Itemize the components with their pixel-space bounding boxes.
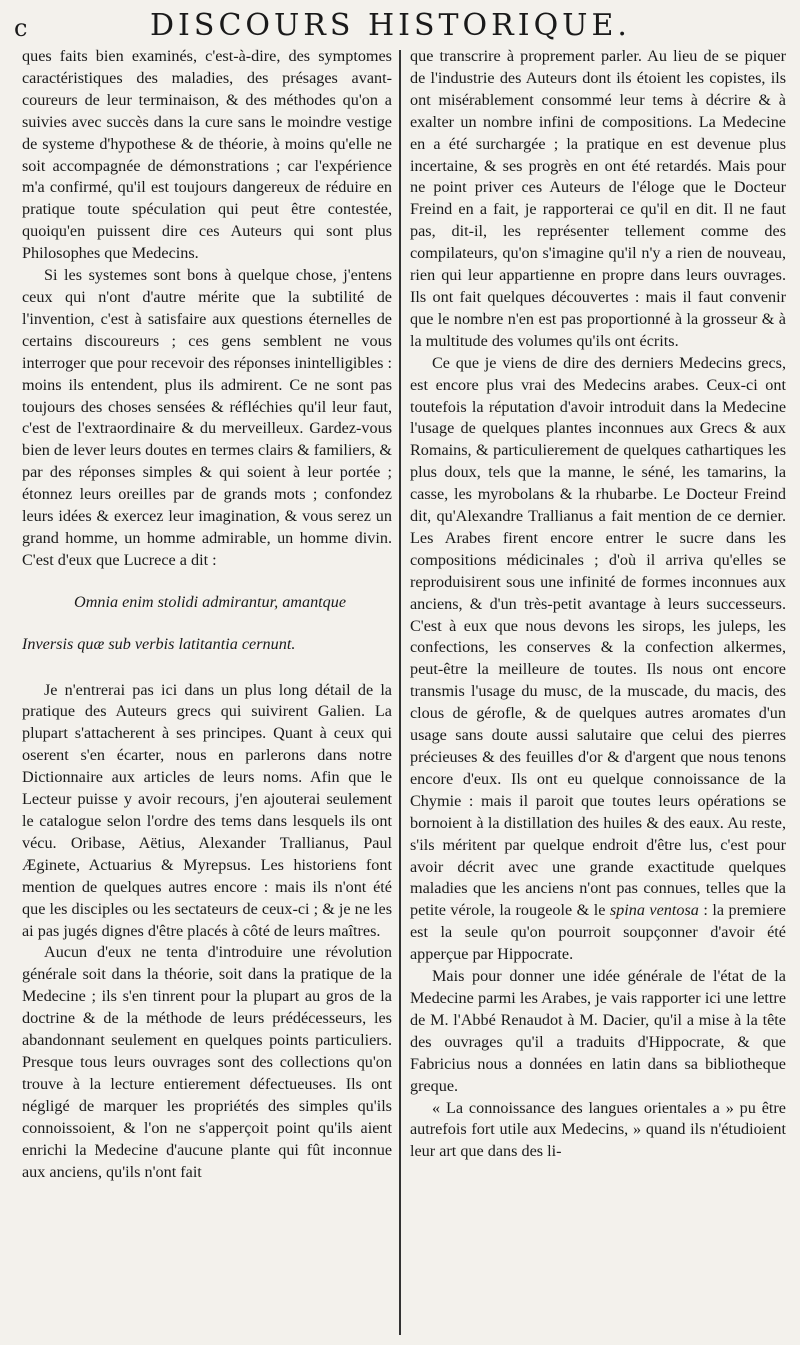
paragraph: Mais pour donner une idée générale de l'état de la Medecine parmi les Arabes, je vais rapporter ici une lettre de M. l'Abbé Renaudot à M. Dacier, qu'il a mise à la tête des ouvrages qu'il a traduits d'Hippocrate, & que Fabricius nous a données en latin dans sa bibliotheque greque. xyxy=(410,967,786,1095)
paragraph-text: : la premiere est la seule qu'on pourroit soupçonner d'avoir été apperçue par Hippocrate. xyxy=(410,901,786,964)
italic-term: spina ventosa xyxy=(609,901,699,920)
right-column xyxy=(410,46,786,1163)
paragraph-text: Ce que je viens de dire des derniers Medecins grecs, est encore plus vrai des Medecins arabes. Ceux-ci ont toutefois la réputation d'avoir introduit dans la Medecine l'usage de quelques plantes inconnues aux Grecs & aux Romains, & particulierement de quelques cathartiques les plus doux, tels que la manne, le séné, les tamarins, la casse, les myrobolans & la rhubarbe. Le Docteur Freind dit, qu'Alexandre Trallianus a fait mention de ce dernier. Les Arabes firent encore entrer le sucre dans les compositions médicinales ; d'où il arriva qu'elles se reproduisirent sous une infinité de formes inconnues aux anciens, & d'un très-petit avantage à leurs successeurs. C'est à eux que nous devons les sirops, les juleps, les confections, les conserves & la confection alkermes, peut-être la meilleure de toutes. Ils nous ont encore transmis l'usage du musc, de la muscade, du macis, des clous de gérofle, & de quelques autres aromates d'un usage sans doute aussi salutaire que celui des pierres précieuses & des feuilles d'or & d'argent que nous tenons encore d'eux. Ils ont eu quelque connoissance de la Chymie : mais il paroit que toutes leurs opérations se bornoient à la distillation des huiles & des eaux. Au reste, s'ils méritent par quelque endroit d'être lus, c'est pour avoir décrit avec une grande exactitude quelques maladies que les anciens n'ont pas connues, telles que la petite vérole, la rougeole & le xyxy=(410,353,786,920)
paragraph: ques faits bien examinés, c'est-à-dire, des symptomes caractéristiques des maladies, des présages avant-coureurs de leur terminaison, & des méthodes qu'on a suivies avec succès dans la cure sans le moindre vestige de systeme d'hypothese & de théorie, à moins qu'elle ne soit accompagnée de démonstrations ; car l'expérience m'a confirmé, qu'il est toujours dangereux de réduire en pratique toute spéculation qui peut être contestée, quoiqu'en puissent dire ces Auteurs qui sont plus Philosophes que Medecins. xyxy=(22,47,392,263)
latin-verse: Inversis quæ sub verbis latitantia cernunt. xyxy=(22,634,296,653)
left-column xyxy=(22,46,392,1183)
page-folio: c xyxy=(14,14,29,42)
latin-verse: Omnia enim stolidi admirantur, amantque xyxy=(74,592,347,611)
quoted-letter: « La connoissance des langues orientales a » pu être autrefois fort utile aux Medecins, » quand ils n'étudioient leur art que dans des li- xyxy=(410,1098,786,1161)
paragraph: que transcrire à proprement parler. Au lieu de se piquer de l'industrie des Auteurs dont ils étoient les copistes, ils ont misérablement consommé leur tems à décrire & à exalter un nombre infini de compositions. La Medecine en a été surchargée ; la pratique en est devenue plus incertaine, & ses progrès en ont été retardés. Mais pour ne point priver ces Auteurs de l'éloge que le Docteur Freind en a fait, je rapporterai ce qu'il en dit. Il ne faut pas, dit-il, les représenter tellement comme des compilateurs, qu'on s'imagine qu'il n'y a rien de nouveau, rien qui leur appartienne en propre dans leurs ouvrages. Ils ont fait quelques découvertes : mais il faut convenir que le nombre n'en est pas proportionné à la grosseur & à la multitude des volumes qu'ils ont écrits. xyxy=(410,47,786,350)
running-title: DISCOURS HISTORIQUE. xyxy=(150,8,631,43)
paragraph xyxy=(410,353,786,966)
paragraph: Si les systemes sont bons à quelque chose, j'entens ceux qui n'ont d'autre mérite que la subtilité de l'invention, c'est à satisfaire aux questions éternelles de certains discoureurs ; ces gens semblent ne vous interroger que pour recevoir des réponses inintelligibles : moins ils entendent, plus ils admirent. Ce ne sont pas toujours des choses sensées & réfléchies qu'il leur faut, c'est de l'extraordinaire & du merveilleux. Gardez-vous bien de lever leurs doutes en termes clairs & familiers, & par des réponses simples & qui soient à leur portée ; étonnez leurs oreilles par de grands mots ; confondez leurs idées & exercez leur imagination, & vous serez un grand homme, un homme admirable, un homme divin. C'est d'eux que Lucrece a dit : xyxy=(22,266,392,569)
column-rule xyxy=(399,50,401,1335)
paragraph: Aucun d'eux ne tenta d'introduire une révolution générale soit dans la théorie, soit dans la pratique de la Medecine ; ils s'en tinrent pour la plupart au gros de la doctrine & de la méthode de leurs prédécesseurs, les abandonnant seulement en quelques points particuliers. Presque tous leurs ouvrages sont des collections qu'on trouve à la lecture entierement défectueuses. Ils ont négligé de marquer les propriétés des simples qu'ils connoissoient, & l'on ne s'apperçoit point qu'ils aient enrichi la Medecine d'aucune plante qui fût inconnue aux anciens, qu'ils n'ont fait xyxy=(22,943,392,1181)
paragraph: Je n'entrerai pas ici dans un plus long détail de la pratique des Auteurs grecs qui suivirent Galien. La plupart s'attacherent à ses principes. Quant à ceux qui oserent s'en écarter, nous en parlerons dans notre Dictionnaire aux articles de leurs noms. Afin que le Lecteur puisse y avoir recours, j'en ajouterai seulement le catalogue selon l'ordre des tems dans lesquels ils ont vécu. Oribase, Aëtius, Alexander Trallianus, Paul Æginete, Actuarius & Myrepsus. Les historiens font mention de quelques autres encore : mais ils n'ont été que les disciples ou les sectateurs de ceux-ci ; & je ne les ai pas jugés dignes d'être placés à côté de leurs maîtres. xyxy=(22,680,392,940)
page-header xyxy=(0,0,800,46)
